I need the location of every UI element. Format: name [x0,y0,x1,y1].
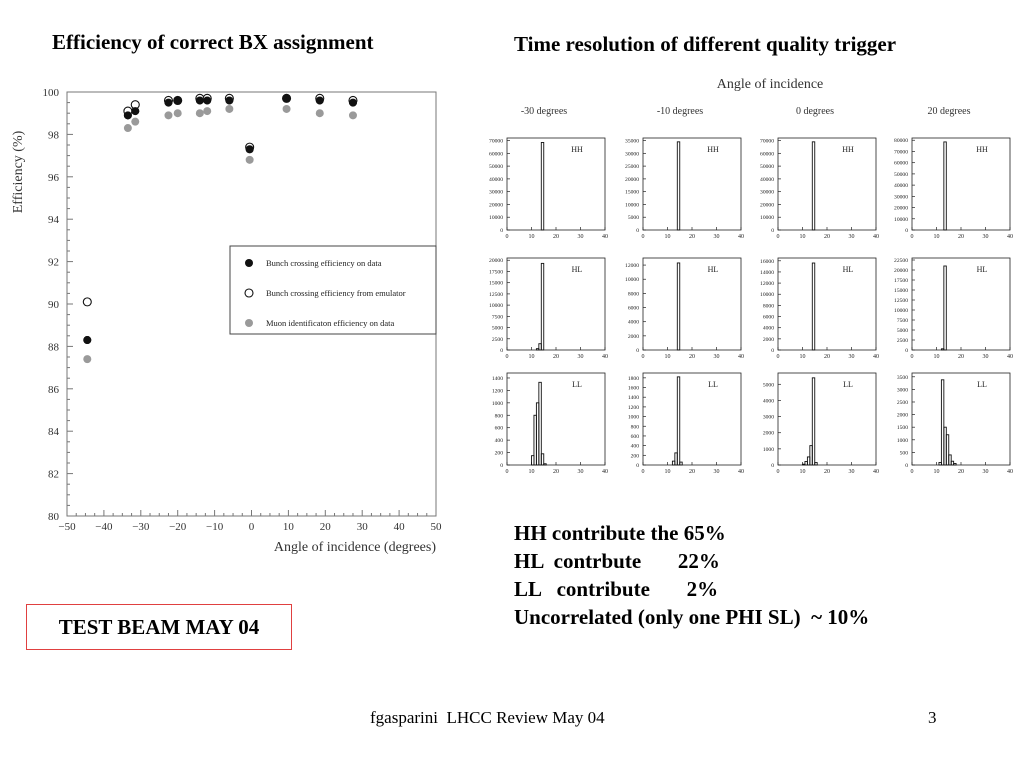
data-point [164,99,172,107]
y-tick-label: 12500 [489,291,503,298]
y-tick-label: 35000 [625,138,639,145]
x-tick-label: 40 [1007,469,1013,475]
stat-hl: HL contrbute 22% [514,549,720,573]
x-tick-label: 0 [641,354,645,360]
quality-label: LL [572,380,582,389]
y-tick-label: 1800 [627,375,639,382]
y-tick-label: 50000 [760,164,774,171]
x-tick-label: 20 [689,469,695,475]
y-tick-label: 50000 [489,164,503,171]
y-tick-label: 40000 [489,176,503,183]
data-point [316,109,324,117]
x-axis-label: Angle of incidence (degrees) [273,540,436,555]
footer-text: fgasparini LHCC Review May 04 [370,708,605,727]
data-point [316,96,324,104]
y-tick-label: 5000 [762,382,774,389]
quality-label: HL [976,265,988,274]
y-tick-label: 0 [500,463,503,469]
x-tick-label: 30 [577,234,584,240]
y-tick-label: 0 [500,228,503,234]
legend-marker [245,289,253,297]
y-tick-label: 500 [899,450,908,457]
data-point [124,124,132,132]
y-tick-label: 2000 [627,333,639,340]
y-tick-label: 10000 [625,202,639,209]
y-tick-label: 8000 [627,291,639,298]
data-point [246,145,254,153]
y-tick-label: 80000 [894,138,908,145]
legend-marker [245,319,253,327]
histogram-panel [643,373,741,465]
x-tick-label: 40 [873,234,879,240]
x-tick-label: 10 [664,234,671,240]
y-tick-label: 1000 [491,400,503,407]
x-tick-label: 20 [319,521,331,533]
y-tick-label: 5000 [627,215,639,222]
y-tick-label: 7500 [491,314,503,321]
x-tick-label: 30 [982,354,989,360]
y-tick-label: 90 [48,299,59,311]
histogram-panel [643,138,741,230]
y-tick-label: 0 [636,228,639,234]
x-tick-label: 10 [528,469,535,475]
y-tick-label: 40000 [894,183,908,190]
stat-ll: LL contribute 2% [514,577,719,601]
y-tick-label: 17500 [894,278,908,284]
y-tick-label: 10000 [489,215,503,222]
x-tick-label: 20 [958,354,964,360]
y-tick-label: 0 [771,228,774,234]
data-point [83,336,91,344]
y-tick-label: 70000 [894,149,908,156]
y-tick-label: 20000 [489,202,503,209]
x-tick-label: 40 [873,354,879,360]
y-tick-label: 2000 [762,336,774,343]
x-tick-label: 20 [824,234,830,240]
y-tick-label: 0 [636,348,639,354]
y-tick-label: 94 [48,214,59,227]
x-tick-label: 30 [577,469,584,475]
quality-label: HH [842,145,854,154]
y-tick-label: 4000 [762,325,774,332]
data-point [203,107,211,115]
x-tick-label: 0 [248,521,255,533]
x-tick-label: 40 [602,469,608,475]
y-tick-label: 17500 [489,269,503,276]
x-tick-label: 40 [602,234,608,240]
y-tick-label: 6000 [762,314,774,321]
x-tick-label: 30 [713,234,720,240]
quality-label: LL [977,380,987,389]
y-tick-label: 10000 [894,308,908,314]
y-tick-label: 10000 [760,215,774,222]
data-point [246,156,254,164]
right-slide-title: Time resolution of different quality trigger [514,32,897,56]
data-point [131,118,139,126]
y-tick-label: 40000 [760,176,774,183]
histogram-panel [912,138,1010,230]
y-tick-label: 2500 [491,336,503,343]
x-tick-label: 0 [641,234,645,240]
x-tick-label: 30 [982,469,989,475]
x-tick-label: 0 [776,354,780,360]
legend-label: Muon identificaton efficiency on data [266,318,395,328]
y-tick-label: 20000 [894,268,908,274]
data-point [225,96,233,104]
y-tick-label: 60000 [760,151,774,158]
stat-uncorrelated: Uncorrelated (only one PHI SL) ~ 10% [514,605,870,629]
x-tick-label: 30 [577,354,584,360]
test-beam-label [26,604,292,650]
column-header: 0 degrees [795,106,835,117]
histogram-panel [778,138,876,230]
y-tick-label: 15000 [894,288,908,294]
data-point [225,105,233,113]
x-tick-label: 40 [393,521,405,533]
histogram-panel [507,258,605,350]
x-tick-label: 0 [910,234,914,240]
y-tick-label: 50000 [894,171,908,178]
data-point [283,94,291,102]
x-tick-label: 10 [664,354,671,360]
data-point [83,355,91,363]
quality-label: HH [571,145,583,154]
y-tick-label: 0 [636,463,639,469]
x-tick-label: 10 [933,469,940,475]
x-tick-label: 40 [1007,234,1013,240]
x-tick-label: 10 [933,234,940,240]
grid-title: Angle of incidence [716,77,824,92]
y-tick-label: 200 [494,450,503,457]
histogram-panel [507,373,605,465]
y-tick-label: 5000 [896,328,908,334]
y-tick-label: 1500 [896,425,908,432]
quality-label: HH [707,145,719,154]
y-tick-label: 60000 [894,160,908,167]
x-tick-label: 0 [776,469,780,475]
x-tick-label: 0 [505,234,509,240]
y-tick-label: 80 [48,511,59,523]
y-tick-label: 7500 [896,318,908,324]
quality-label: HL [842,265,854,274]
y-tick-label: 400 [494,438,503,445]
left-slide-title: Efficiency of correct BX assignment [52,30,374,54]
y-tick-label: 20000 [625,176,639,183]
y-tick-label: 0 [905,463,908,469]
data-point [203,96,211,104]
x-tick-label: 20 [689,234,695,240]
x-tick-label: 40 [738,234,744,240]
data-point [283,105,291,113]
data-point [349,111,357,119]
y-tick-label: 4000 [627,319,639,326]
histogram-panel [778,258,876,350]
column-header: -10 degrees [656,106,704,117]
x-tick-label: 10 [528,354,535,360]
x-tick-label: 0 [505,354,509,360]
data-point [131,107,139,115]
y-tick-label: 98 [48,129,59,142]
x-tick-label: −30 [132,521,150,533]
y-tick-label: 14000 [760,269,774,276]
data-point [174,96,182,104]
x-tick-label: 10 [799,469,806,475]
y-tick-label: 1400 [491,375,503,382]
y-tick-label: 1200 [627,404,639,411]
y-tick-label: 30000 [489,189,503,196]
x-tick-label: 0 [641,469,645,475]
x-tick-label: 10 [664,469,671,475]
x-tick-label: 40 [1007,354,1013,360]
y-tick-label: 3000 [896,387,908,394]
histogram-panel [912,373,1010,465]
y-tick-label: 16000 [760,258,774,265]
histogram-panel [778,373,876,465]
x-tick-label: 20 [553,354,559,360]
y-tick-label: 20000 [760,202,774,209]
y-tick-label: 30000 [894,194,908,201]
quality-label: HH [976,145,988,154]
y-tick-label: 200 [630,453,639,460]
column-header: 20 degrees [927,106,971,117]
quality-label: LL [708,380,718,389]
y-tick-label: 0 [771,348,774,354]
y-tick-label: 3000 [762,414,774,421]
trigger-contribution-list [514,519,869,631]
y-tick-label: 10000 [625,277,639,284]
x-tick-label: 20 [553,469,559,475]
y-tick-label: 25000 [625,164,639,171]
page-number: 3 [928,708,937,727]
data-point [83,298,91,306]
y-tick-label: 1000 [627,414,639,421]
x-tick-label: 0 [910,469,914,475]
x-tick-label: 20 [824,469,830,475]
y-tick-label: 2000 [896,412,908,419]
y-tick-label: 82 [48,468,59,481]
x-tick-label: 40 [873,469,879,475]
y-tick-label: 20000 [894,205,908,212]
x-tick-label: 20 [689,354,695,360]
y-tick-label: 60000 [489,151,503,158]
x-tick-label: 20 [553,234,559,240]
x-tick-label: −50 [58,521,76,533]
data-point [196,109,204,117]
data-point [124,111,132,119]
x-tick-label: 30 [713,354,720,360]
y-tick-label: 70000 [489,138,503,145]
y-tick-label: 84 [48,426,59,439]
x-tick-label: 10 [799,354,806,360]
y-tick-label: 5000 [491,325,503,332]
x-tick-label: 10 [799,234,806,240]
histogram-panel [507,138,605,230]
x-tick-label: −40 [95,521,113,533]
x-tick-label: 40 [738,469,744,475]
x-tick-label: 20 [958,469,964,475]
y-tick-label: 8000 [762,303,774,310]
y-tick-label: 20000 [489,258,503,265]
stat-hh: HH contribute the 65% [514,521,726,545]
y-tick-label: 3500 [896,374,908,381]
y-tick-label: 30000 [625,151,639,158]
quality-label: HL [707,265,719,274]
x-tick-label: −10 [205,521,224,533]
y-tick-label: 600 [494,425,503,432]
x-tick-label: 20 [958,234,964,240]
y-tick-label: 0 [500,348,503,354]
y-tick-label: 4000 [762,398,774,405]
y-tick-label: 1000 [762,446,774,453]
x-tick-label: 30 [848,469,855,475]
x-tick-label: 40 [738,354,744,360]
y-tick-label: 30000 [760,189,774,196]
y-tick-label: 10000 [760,292,774,299]
y-tick-label: 2500 [896,399,908,406]
data-point [164,111,172,119]
x-tick-label: 0 [505,469,509,475]
y-tick-label: 1600 [627,385,639,392]
data-point [174,109,182,117]
y-tick-label: 70000 [760,138,774,145]
x-tick-label: −20 [169,521,187,533]
y-tick-label: 0 [905,348,908,354]
legend-label: Bunch crossing efficiency on data [266,258,382,268]
quality-label: LL [843,380,853,389]
quality-label: HL [571,265,583,274]
y-tick-label: 15000 [625,189,639,196]
y-tick-label: 92 [48,256,59,269]
y-tick-label: 100 [42,87,59,99]
x-tick-label: 10 [282,521,294,533]
y-tick-label: 6000 [627,305,639,312]
y-tick-label: 88 [48,341,59,354]
data-point [196,96,204,104]
y-tick-label: 12500 [894,298,908,304]
legend-label: Bunch crossing efficiency from emulator [266,288,406,298]
y-tick-label: 400 [630,443,639,450]
x-tick-label: 30 [848,234,855,240]
x-tick-label: 10 [528,234,535,240]
test-beam-text: TEST BEAM MAY 04 [58,614,260,639]
histogram-panel [912,258,1010,350]
x-tick-label: 30 [982,234,989,240]
y-tick-label: 600 [630,433,639,440]
y-tick-label: 12000 [760,281,774,288]
column-header: -30 degrees [520,106,568,117]
x-tick-label: 40 [602,354,608,360]
y-tick-label: 800 [494,413,503,420]
y-tick-label: 1000 [896,437,908,444]
efficiency-scatter-chart [0,78,455,558]
y-tick-label: 86 [48,383,59,396]
y-tick-label: 12000 [625,263,639,270]
histogram-panel [643,258,741,350]
x-tick-label: 50 [430,521,442,533]
y-tick-label: 22500 [894,258,908,264]
x-tick-label: 0 [910,354,914,360]
legend-marker [245,259,253,267]
x-tick-label: 0 [776,234,780,240]
y-tick-label: 96 [48,171,59,184]
y-tick-label: 0 [771,463,774,469]
y-tick-label: 0 [905,228,908,234]
x-tick-label: 10 [933,354,940,360]
x-tick-label: 20 [824,354,830,360]
y-tick-label: 800 [630,424,639,431]
time-resolution-histogram-grid [455,70,1024,490]
x-tick-label: 30 [713,469,720,475]
data-point [349,99,357,107]
y-tick-label: 2000 [762,430,774,437]
y-tick-label: 10000 [489,303,503,310]
x-tick-label: 30 [848,354,855,360]
x-tick-label: 30 [356,521,368,533]
y-tick-label: 15000 [489,280,503,287]
y-tick-label: 1400 [627,395,639,402]
y-tick-label: 1200 [491,388,503,395]
y-tick-label: 10000 [894,216,908,223]
y-axis-label: Efficiency (%) [11,130,26,214]
y-tick-label: 2500 [896,338,908,344]
